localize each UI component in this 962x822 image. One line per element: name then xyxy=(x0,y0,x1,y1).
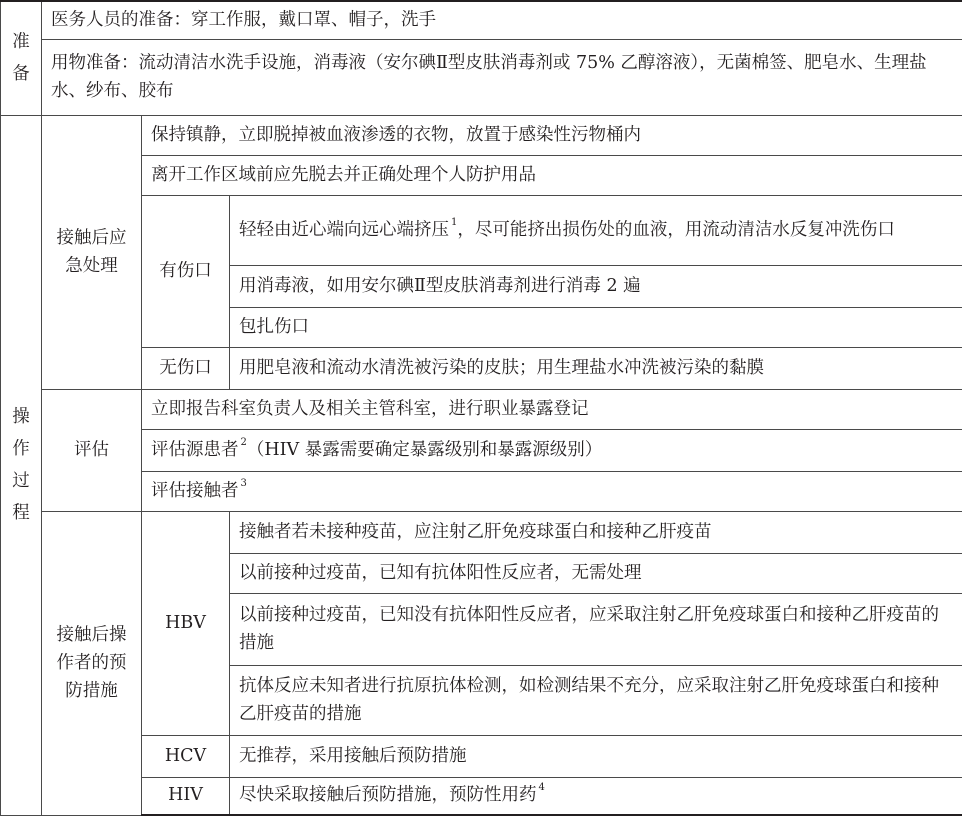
wound-bandage: 包扎伤口 xyxy=(230,307,962,347)
hcv-label: HCV xyxy=(142,735,230,777)
no-wound-label: 无伤口 xyxy=(142,347,230,389)
process-section-label: 操作过程 xyxy=(1,115,42,815)
prevention-label: 接触后操作者的预防措施 xyxy=(42,511,142,815)
hiv-label: HIV xyxy=(142,777,230,815)
hbv-unvaccinated: 接触者若未接种疫苗，应注射乙肝免疫球蛋白和接种乙肝疫苗 xyxy=(230,511,962,553)
assess-label: 评估 xyxy=(42,389,142,511)
footnote-4: 4 xyxy=(538,782,545,794)
footnote-2: 2 xyxy=(240,436,247,448)
emergency-calm: 保持镇静，立即脱掉被血液渗透的衣物，放置于感染性污物桶内 xyxy=(142,115,962,155)
footnote-1: 1 xyxy=(451,216,458,228)
assess-exposed: 评估接触者 $^3$ xyxy=(142,471,962,511)
no-wound-wash: 用肥皂液和流动水清洗被污染的皮肤；用生理盐水冲洗被污染的黏膜 xyxy=(230,347,962,389)
wound-label: 有伤口 xyxy=(142,195,230,347)
hbv-unknown: 抗体反应未知者进行抗原抗体检测，如检测结果不充分，应采取注射乙肝免疫球蛋白和接种乙肝疫苗的措施 xyxy=(230,665,962,735)
hbv-negative: 以前接种过疫苗，已知没有抗体阳性反应者，应采取注射乙肝免疫球蛋白和接种乙肝疫苗的措施 xyxy=(230,593,962,665)
assess-source: 评估源患者 $^2$（HIV 暴露需要确定暴露级别和暴露源级别） xyxy=(142,429,962,471)
hbv-label: HBV xyxy=(142,511,230,735)
emergency-ppe: 离开工作区域前应先脱去并正确处理个人防护用品 xyxy=(142,155,962,195)
footnote-3: 3 xyxy=(240,477,247,489)
hcv-text: 无推荐，采用接触后预防措施 xyxy=(230,735,962,777)
hiv-text: 尽快采取接触后预防措施，预防性用药 $^4$ xyxy=(230,777,962,815)
wound-squeeze: 轻轻由近心端向远心端挤压 $^1$，尽可能挤出损伤处的血液，用流动清洁水反复冲洗伤口 xyxy=(230,195,962,265)
prep-section-label: 准备 xyxy=(1,1,42,115)
wound-disinfect: 用消毒液，如用安尔碘Ⅱ型皮肤消毒剂进行消毒 2 遍 xyxy=(230,265,962,307)
assess-report: 立即报告科室负责人及相关主管科室，进行职业暴露登记 xyxy=(142,389,962,429)
emergency-label: 接触后应急处理 xyxy=(42,115,142,389)
hbv-positive: 以前接种过疫苗，已知有抗体阳性反应者，无需处理 xyxy=(230,553,962,593)
prep-staff: 医务人员的准备：穿工作服，戴口罩、帽子，洗手 xyxy=(42,1,962,39)
prep-supplies: 用物准备：流动清洁水洗手设施，消毒液（安尔碘Ⅱ型皮肤消毒剂或 75% 乙醇溶液），无菌棉签、肥皂水、生理盐水、纱布、胶布 xyxy=(42,39,962,115)
